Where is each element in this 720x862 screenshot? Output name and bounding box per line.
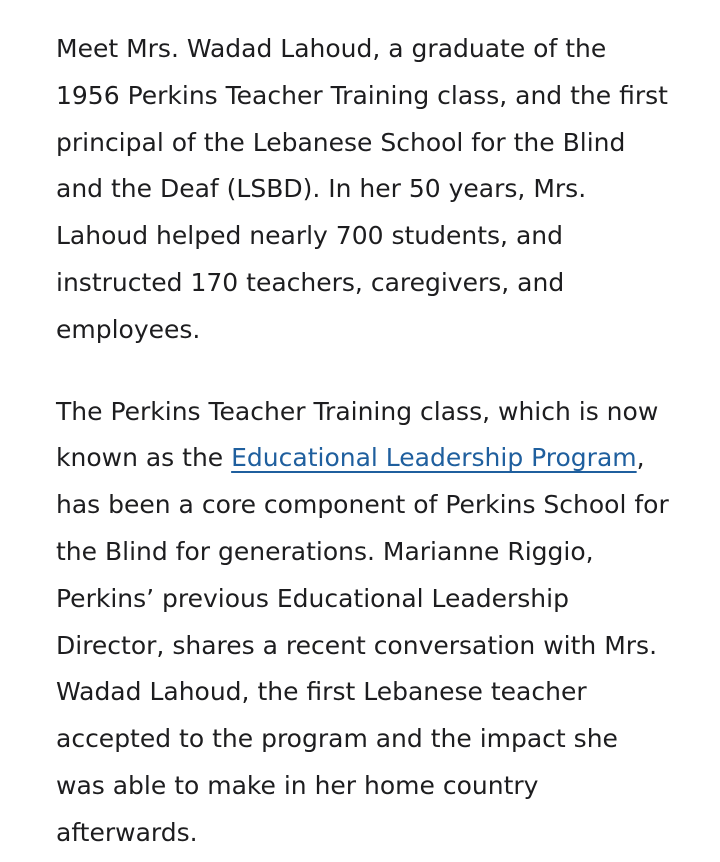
educational-leadership-program-link[interactable]: Educational Leadership Program: [231, 443, 637, 473]
program-paragraph-text-after-link: , has been a core component of Perkins School for the Blind for generations. Marianne Riggio, Perkins’ previous Educational Leadership Director, shares a recent conversation with Mrs. Wadad Lahoud, the first Lebanese teacher accepted to the program and the impact she was able to make in her home country afterwards.: [56, 443, 669, 847]
intro-paragraph: Meet Mrs. Wadad Lahoud, a graduate of the 1956 Perkins Teacher Training class, and the first principal of the Lebanese School for the Blind and the Deaf (LSBD). In her 50 years, Mrs. Lahoud helped nearly 700 students, and instructed 170 teachers, caregivers, and employees.: [56, 34, 668, 344]
program-paragraph: [56, 389, 672, 857]
article-body: [56, 26, 672, 857]
program-paragraph-text-before-link: The Perkins Teacher Training class, which is now known as the: [56, 396, 659, 473]
